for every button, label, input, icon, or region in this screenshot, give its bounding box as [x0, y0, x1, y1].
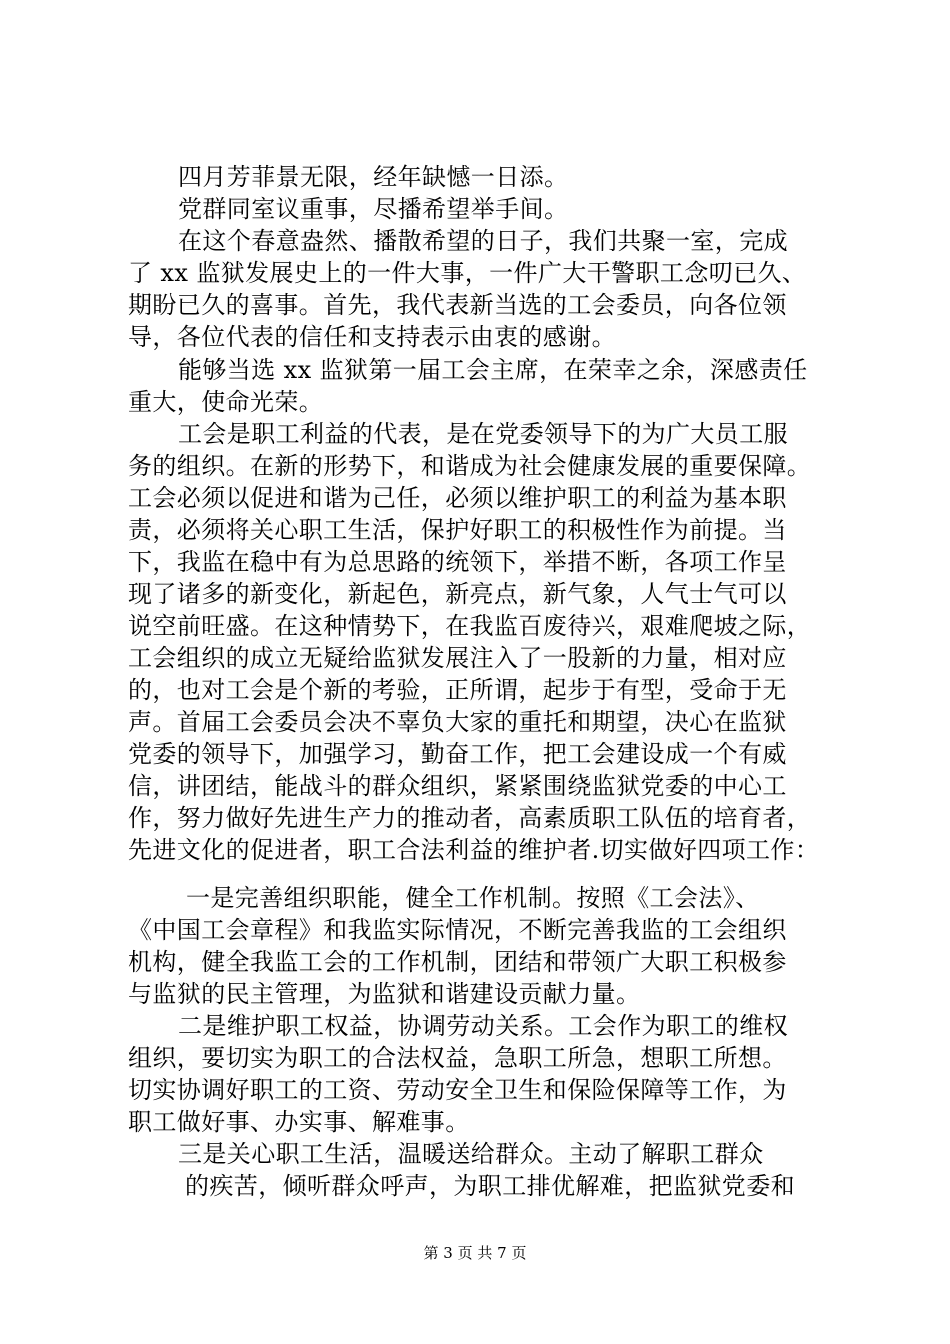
text-line: 职工做好事、办实事、解难事。 — [128, 1108, 470, 1136]
text-line: 声。首届工会委员会决不辜负大家的重托和期望，决心在监狱 — [128, 708, 787, 736]
text-line: 四月芳菲景无限，经年缺憾一日添。 — [178, 163, 569, 191]
text-line: 工会必须以促进和谐为己任，必须以维护职工的利益为基本职 — [128, 484, 787, 512]
text-line: 切实协调好职工的工资、劳动安全卫生和保险保障等工作，为 — [128, 1076, 787, 1104]
text-line: 信，讲团结，能战斗的群众组织，紧紧围绕监狱党委的中心工 — [128, 772, 787, 800]
text-line: 二是维护职工权益，协调劳动关系。工会作为职工的维权 — [178, 1012, 788, 1040]
text-line: 能够当选 xx 监狱第一届工会主席，在荣幸之余，深感责任 — [178, 356, 808, 384]
text-line: 的疾苦，倾听群众呼声，为职工排优解难，把监狱党委和 — [185, 1172, 795, 1200]
text-line: 的，也对工会是个新的考验，正所谓，起步于有型，受命于无 — [128, 676, 787, 704]
text-line: 工会组织的成立无疑给监狱发展注入了一股新的力量，相对应 — [128, 644, 787, 672]
text-line: 重大，使命光荣。 — [128, 388, 324, 416]
text-line: 三是关心职工生活，温暖送给群众。主动了解职工群众 — [178, 1140, 764, 1168]
text-line: 务的组织。在新的形势下，和谐成为社会健康发展的重要保障。 — [128, 452, 812, 480]
text-line: 期盼已久的喜事。首先，我代表新当选的工会委员，向各位领 — [128, 291, 787, 319]
text-line: 下，我监在稳中有为总思路的统领下，举措不断，各项工作呈 — [128, 548, 787, 576]
text-line: 说空前旺盛。在这种情势下，在我监百废待兴，艰难爬坡之际， — [128, 612, 812, 640]
text-line: 《中国工会章程》和我监实际情况，不断完善我监的工会组织 — [128, 916, 787, 944]
text-line: 党群同室议重事，尽播希望举手间。 — [178, 195, 569, 223]
text-line: 党委的领导下，加强学习，勤奋工作，把工会建设成一个有威 — [128, 740, 787, 768]
text-line: 先进文化的促进者，职工合法利益的维护者.切实做好四项工作： — [128, 836, 820, 864]
text-line: 现了诸多的新变化，新起色，新亮点，新气象，人气士气可以 — [128, 580, 787, 608]
text-line: 责，必须将关心职工生活，保护好职工的积极性作为前提。当 — [128, 516, 787, 544]
text-line: 导，各位代表的信任和支持表示由衷的感谢。 — [128, 323, 616, 351]
text-line: 组织，要切实为职工的合法权益，急职工所急，想职工所想。 — [128, 1044, 787, 1072]
text-line: 作，努力做好先进生产力的推动者，高素质职工队伍的培育者， — [128, 804, 812, 832]
text-line: 在这个春意盎然、播散希望的日子，我们共聚一室，完成 — [178, 227, 788, 255]
text-line: 工会是职工利益的代表，是在党委领导下的为广大员工服 — [178, 420, 788, 448]
page-footer: 第 3 页 共 7 页 — [423, 1244, 527, 1262]
text-line: 机构，健全我监工会的工作机制，团结和带领广大职工积极参 — [128, 948, 787, 976]
text-line: 了 xx 监狱发展史上的一件大事，一件广大干警职工念叨已久、 — [128, 259, 807, 287]
text-line: 一是完善组织职能，健全工作机制。按照《工会法》、 — [186, 884, 760, 912]
text-line: 与监狱的民主管理，为监狱和谐建设贡献力量。 — [128, 980, 641, 1008]
